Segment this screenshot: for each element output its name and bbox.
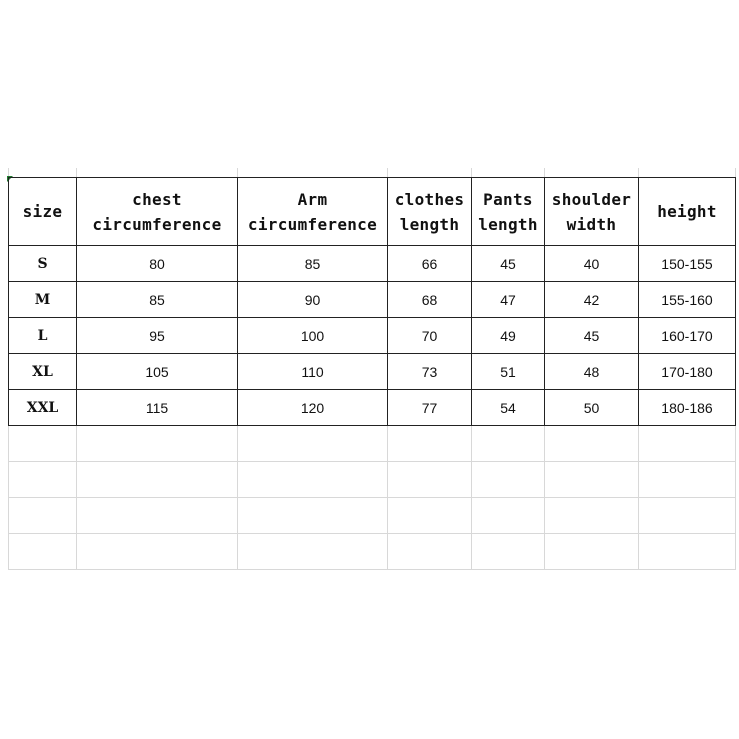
arm-cell: 90 (238, 282, 388, 318)
clothes-length-cell: 77 (388, 390, 472, 426)
chest-cell: 85 (77, 282, 238, 318)
shoulder-width-cell: 42 (545, 282, 639, 318)
chest-cell: 95 (77, 318, 238, 354)
height-cell: 160-170 (639, 318, 736, 354)
table-row (9, 354, 736, 390)
header-pants-length: Pants length (472, 178, 545, 246)
size-cell: M (9, 282, 77, 318)
chest-cell: 80 (77, 246, 238, 282)
arm-cell: 120 (238, 390, 388, 426)
arm-cell: 100 (238, 318, 388, 354)
header-shoulder-width: shoulder width (545, 178, 639, 246)
size-cell: XXL (9, 390, 77, 426)
table-row (9, 390, 736, 426)
arm-cell: 85 (238, 246, 388, 282)
pants-length-cell: 51 (472, 354, 545, 390)
size-chart-table (8, 177, 736, 426)
clothes-length-cell: 66 (388, 246, 472, 282)
chest-cell: 105 (77, 354, 238, 390)
pants-length-cell: 45 (472, 246, 545, 282)
pants-length-cell: 54 (472, 390, 545, 426)
height-cell: 155-160 (639, 282, 736, 318)
size-cell: XL (9, 354, 77, 390)
table-row (9, 318, 736, 354)
table-row (9, 282, 736, 318)
size-cell: S (9, 246, 77, 282)
arm-cell: 110 (238, 354, 388, 390)
header-size: size (9, 178, 77, 246)
header-row (9, 178, 736, 246)
size-cell: L (9, 318, 77, 354)
shoulder-width-cell: 40 (545, 246, 639, 282)
height-cell: 170-180 (639, 354, 736, 390)
height-cell: 150-155 (639, 246, 736, 282)
clothes-length-cell: 73 (388, 354, 472, 390)
grid-line (8, 497, 736, 498)
grid-line (8, 533, 736, 534)
grid-line (8, 461, 736, 462)
clothes-length-cell: 68 (388, 282, 472, 318)
grid-line (8, 569, 736, 570)
pants-length-cell: 47 (472, 282, 545, 318)
shoulder-width-cell: 48 (545, 354, 639, 390)
table-row (9, 246, 736, 282)
height-cell: 180-186 (639, 390, 736, 426)
shoulder-width-cell: 45 (545, 318, 639, 354)
chest-cell: 115 (77, 390, 238, 426)
clothes-length-cell: 70 (388, 318, 472, 354)
header-height: height (639, 178, 736, 246)
header-arm: Arm circumference (238, 178, 388, 246)
shoulder-width-cell: 50 (545, 390, 639, 426)
header-clothes-length: clothes length (388, 178, 472, 246)
header-chest: chest circumference (77, 178, 238, 246)
pants-length-cell: 49 (472, 318, 545, 354)
